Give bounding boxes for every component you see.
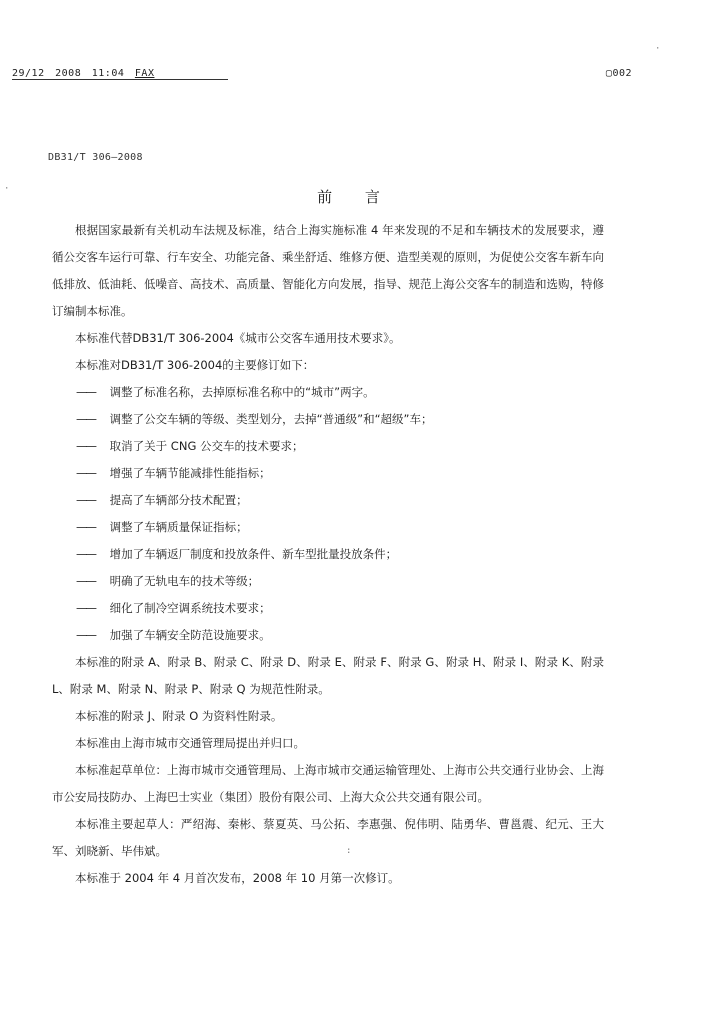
revision-item — [52, 514, 604, 541]
revision-text: 调整了车辆质量保证指标； — [109, 520, 248, 534]
dash-mark: —— — [76, 412, 95, 426]
revision-item — [52, 487, 604, 514]
revision-item — [52, 433, 604, 460]
dash-mark: —— — [76, 547, 95, 561]
fax-year: 2008 — [55, 68, 82, 79]
revision-item — [52, 622, 604, 649]
revision-item — [52, 406, 604, 433]
dash-mark: —— — [76, 520, 95, 534]
scan-speck: · — [4, 184, 10, 194]
dash-mark: —— — [76, 601, 95, 615]
revision-text: 明确了无轨电车的技术等级； — [109, 574, 260, 588]
dash-mark: —— — [76, 385, 95, 399]
fax-date: 29/12 — [12, 68, 45, 79]
doc-code: DB31/T 306—2008 — [48, 152, 143, 163]
intro-paragraph: 根据国家最新有关机动车法规及标准，结合上海实施标准 4 年来发现的不足和车辆技术的发展要求，遵循公交客车运行可靠、行车安全、功能完备、乘坐舒适、维修方便、造型美观的原则，为促使公交客车新车向低排放、低油耗、低噪音、高技术、高质量、智能化方向发展，指导、规范上海公交客车的制造和选购，特修订编制本标准。 — [52, 223, 604, 318]
dash-mark: —— — [76, 628, 95, 642]
appendix-normative-paragraph: 本标准的附录 A、附录 B、附录 C、附录 D、附录 E、附录 F、附录 G、附录 H、附录 I、附录 K、附录 L、附录 M、附录 N、附录 P、附录 Q 为规范性附录。 — [52, 655, 604, 696]
revision-item — [52, 460, 604, 487]
scan-speck: · — [655, 44, 661, 54]
proposer-paragraph: 本标准由上海市城市交通管理局提出并归口。 — [75, 736, 305, 750]
revision-text: 细化了制冷空调系统技术要求； — [109, 601, 271, 615]
revision-item — [52, 568, 604, 595]
revision-text: 取消了关于 CNG 公交车的技术要求； — [109, 439, 304, 453]
dash-mark: —— — [76, 439, 95, 453]
revision-item — [52, 379, 604, 406]
revision-text: 提高了车辆部分技术配置； — [109, 493, 248, 507]
dash-mark: —— — [76, 574, 95, 588]
fax-page-marker — [606, 68, 632, 79]
fax-transmission-line — [12, 68, 228, 80]
fax-label: FAX — [134, 68, 155, 79]
dash-mark: —— — [76, 466, 95, 480]
revision-item — [52, 541, 604, 568]
publication-history-paragraph: 本标准于 2004 年 4 月首次发布，2008 年 10 月第一次修订。 — [75, 871, 400, 885]
revision-text: 增加了车辆返厂制度和投放条件、新车型批量投放条件； — [109, 547, 398, 561]
document-body — [52, 217, 604, 892]
revision-text: 加强了车辆安全防范设施要求。 — [109, 628, 271, 642]
revision-item — [52, 595, 604, 622]
page-marker-icon: ▢ — [605, 68, 613, 79]
drafting-units-paragraph: 本标准起草单位：上海市城市交通管理局、上海市城市交通运输管理处、上海市公共交通行业协会、上海市公安局技防办、上海巴士实业（集团）股份有限公司、上海大众公共交通有限公司。 — [52, 763, 604, 804]
drafters-paragraph: 本标准主要起草人：严绍海、秦彬、蔡夏英、马公拓、李惠强、倪伟明、陆勇华、曹邕震、纪元、王大军、刘晓新、毕伟斌。 — [52, 817, 604, 858]
fax-time: 11:04 — [91, 68, 125, 79]
page-marker-number: 002 — [612, 68, 632, 79]
dash-mark: —— — [76, 493, 95, 507]
fax-header — [12, 68, 632, 88]
revision-intro-paragraph: 本标准对DB31/T 306-2004的主要修订如下： — [75, 358, 315, 372]
section-title: 前 言 — [317, 188, 394, 206]
revision-text: 增强了车辆节能减排性能指标； — [109, 466, 271, 480]
replacement-paragraph: 本标准代替DB31/T 306-2004《城市公交客车通用技术要求》。 — [75, 331, 401, 345]
revision-text: 调整了公交车辆的等级、类型划分，去掉“普通级”和“超级”车； — [109, 412, 433, 426]
scan-speck: : — [346, 846, 352, 856]
appendix-informative-paragraph: 本标准的附录 J、附录 O 为资料性附录。 — [75, 709, 283, 723]
revision-text: 调整了标准名称，去掉原标准名称中的“城市”两字。 — [109, 385, 375, 399]
